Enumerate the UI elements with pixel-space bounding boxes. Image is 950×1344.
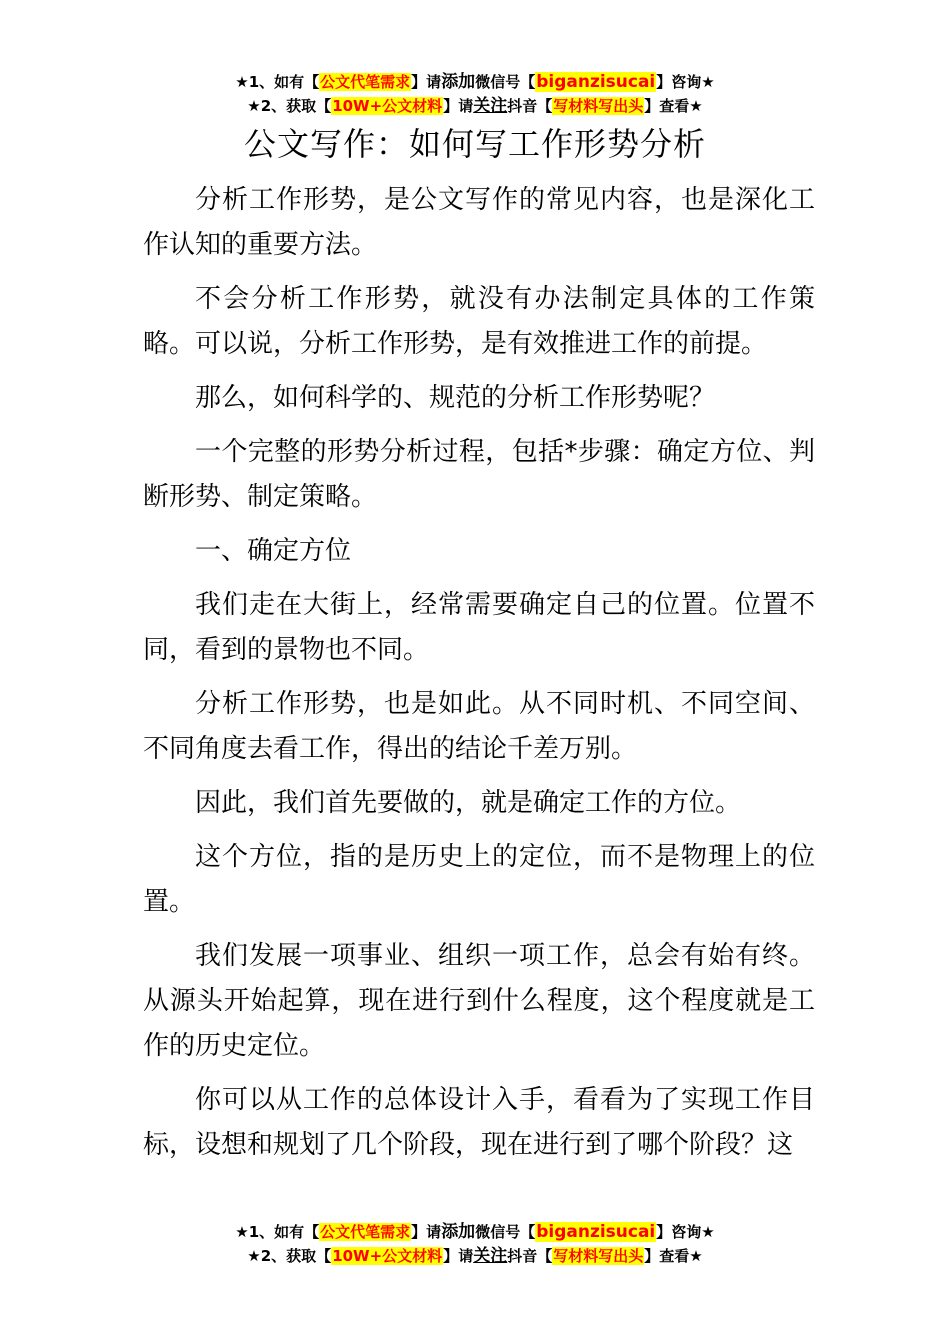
paragraph: 分析工作形势，也是如此。从不同时机、不同空间、不同角度去看工作，得出的结论千差万别。 (143, 689, 815, 764)
banner-line-2 (0, 94, 950, 118)
banner-text: 】咨询★ (656, 1223, 715, 1241)
banner-highlight: 写材料写出头 (553, 1247, 644, 1265)
banner-text: 关注 (473, 96, 508, 116)
banner-line-1 (0, 1220, 950, 1244)
banner-text: ★1、如有【 (235, 1223, 320, 1241)
document-title: 公文写作：如何写工作形势分析 (243, 125, 706, 163)
banner-line-1 (0, 70, 950, 94)
banner-highlight: 公文代笔需求 (320, 1223, 411, 1241)
banner-text: 添加 (441, 72, 476, 92)
banner-text: 抖音【 (507, 97, 553, 115)
paragraph: 那么，如何科学的、规范的分析工作形势呢？ (195, 383, 716, 413)
banner-text: 】查看★ (644, 1247, 703, 1265)
banner-highlight: 写材料写出头 (553, 97, 644, 115)
banner-highlight: 10W+公文材料 (332, 1247, 443, 1265)
paragraph: 这个方位，指的是历史上的定位，而不是物理上的位置。 (143, 842, 815, 917)
banner-text: 关注 (473, 1246, 508, 1266)
banner-text: 】查看★ (644, 97, 703, 115)
banner-text: 】请 (443, 97, 474, 115)
banner-text: 抖音【 (507, 1247, 553, 1265)
banner-highlight: biganzisucai (536, 72, 656, 92)
banner-highlight: 10W+公文材料 (332, 97, 443, 115)
banner-text: 】请 (411, 1223, 442, 1241)
banner-text: 微信号【 (475, 1223, 536, 1241)
banner-text: 】咨询★ (656, 73, 715, 91)
header-banner (0, 70, 950, 118)
banner-text: 添加 (441, 1222, 476, 1242)
paragraph: 我们走在大街上，经常需要确定自己的位置。位置不同，看到的景物也不同。 (143, 590, 815, 665)
banner-text: 】请 (443, 1247, 474, 1265)
banner-text: ★1、如有【 (235, 73, 320, 91)
paragraph: 不会分析工作形势，就没有办法制定具体的工作策略。可以说，分析工作形势，是有效推进工作的前提。 (143, 284, 815, 359)
banner-text: 微信号【 (475, 73, 536, 91)
section-heading: 一、确定方位 (195, 536, 352, 566)
banner-highlight: 公文代笔需求 (320, 73, 411, 91)
banner-text: 】请 (411, 73, 442, 91)
banner-highlight: biganzisucai (536, 1222, 656, 1242)
document-body (143, 178, 815, 1177)
footer-banner (0, 1220, 950, 1268)
paragraph: 一个完整的形势分析过程，包括*步骤：确定方位、判断形势、制定策略。 (143, 437, 815, 512)
paragraph: 你可以从工作的总体设计入手，看看为了实现工作目标，设想和规划了几个阶段，现在进行到了哪个阶段？这 (143, 1085, 815, 1160)
banner-text: ★2、获取【 (247, 97, 332, 115)
banner-text: ★2、获取【 (247, 1247, 332, 1265)
banner-line-2 (0, 1244, 950, 1268)
paragraph: 分析工作形势，是公文写作的常见内容，也是深化工作认知的重要方法。 (143, 185, 815, 260)
paragraph: 我们发展一项事业、组织一项工作，总会有始有终。从源头开始起算，现在进行到什么程度，这个程度就是工作的历史定位。 (143, 941, 815, 1061)
paragraph: 因此，我们首先要做的，就是确定工作的方位。 (195, 788, 742, 818)
